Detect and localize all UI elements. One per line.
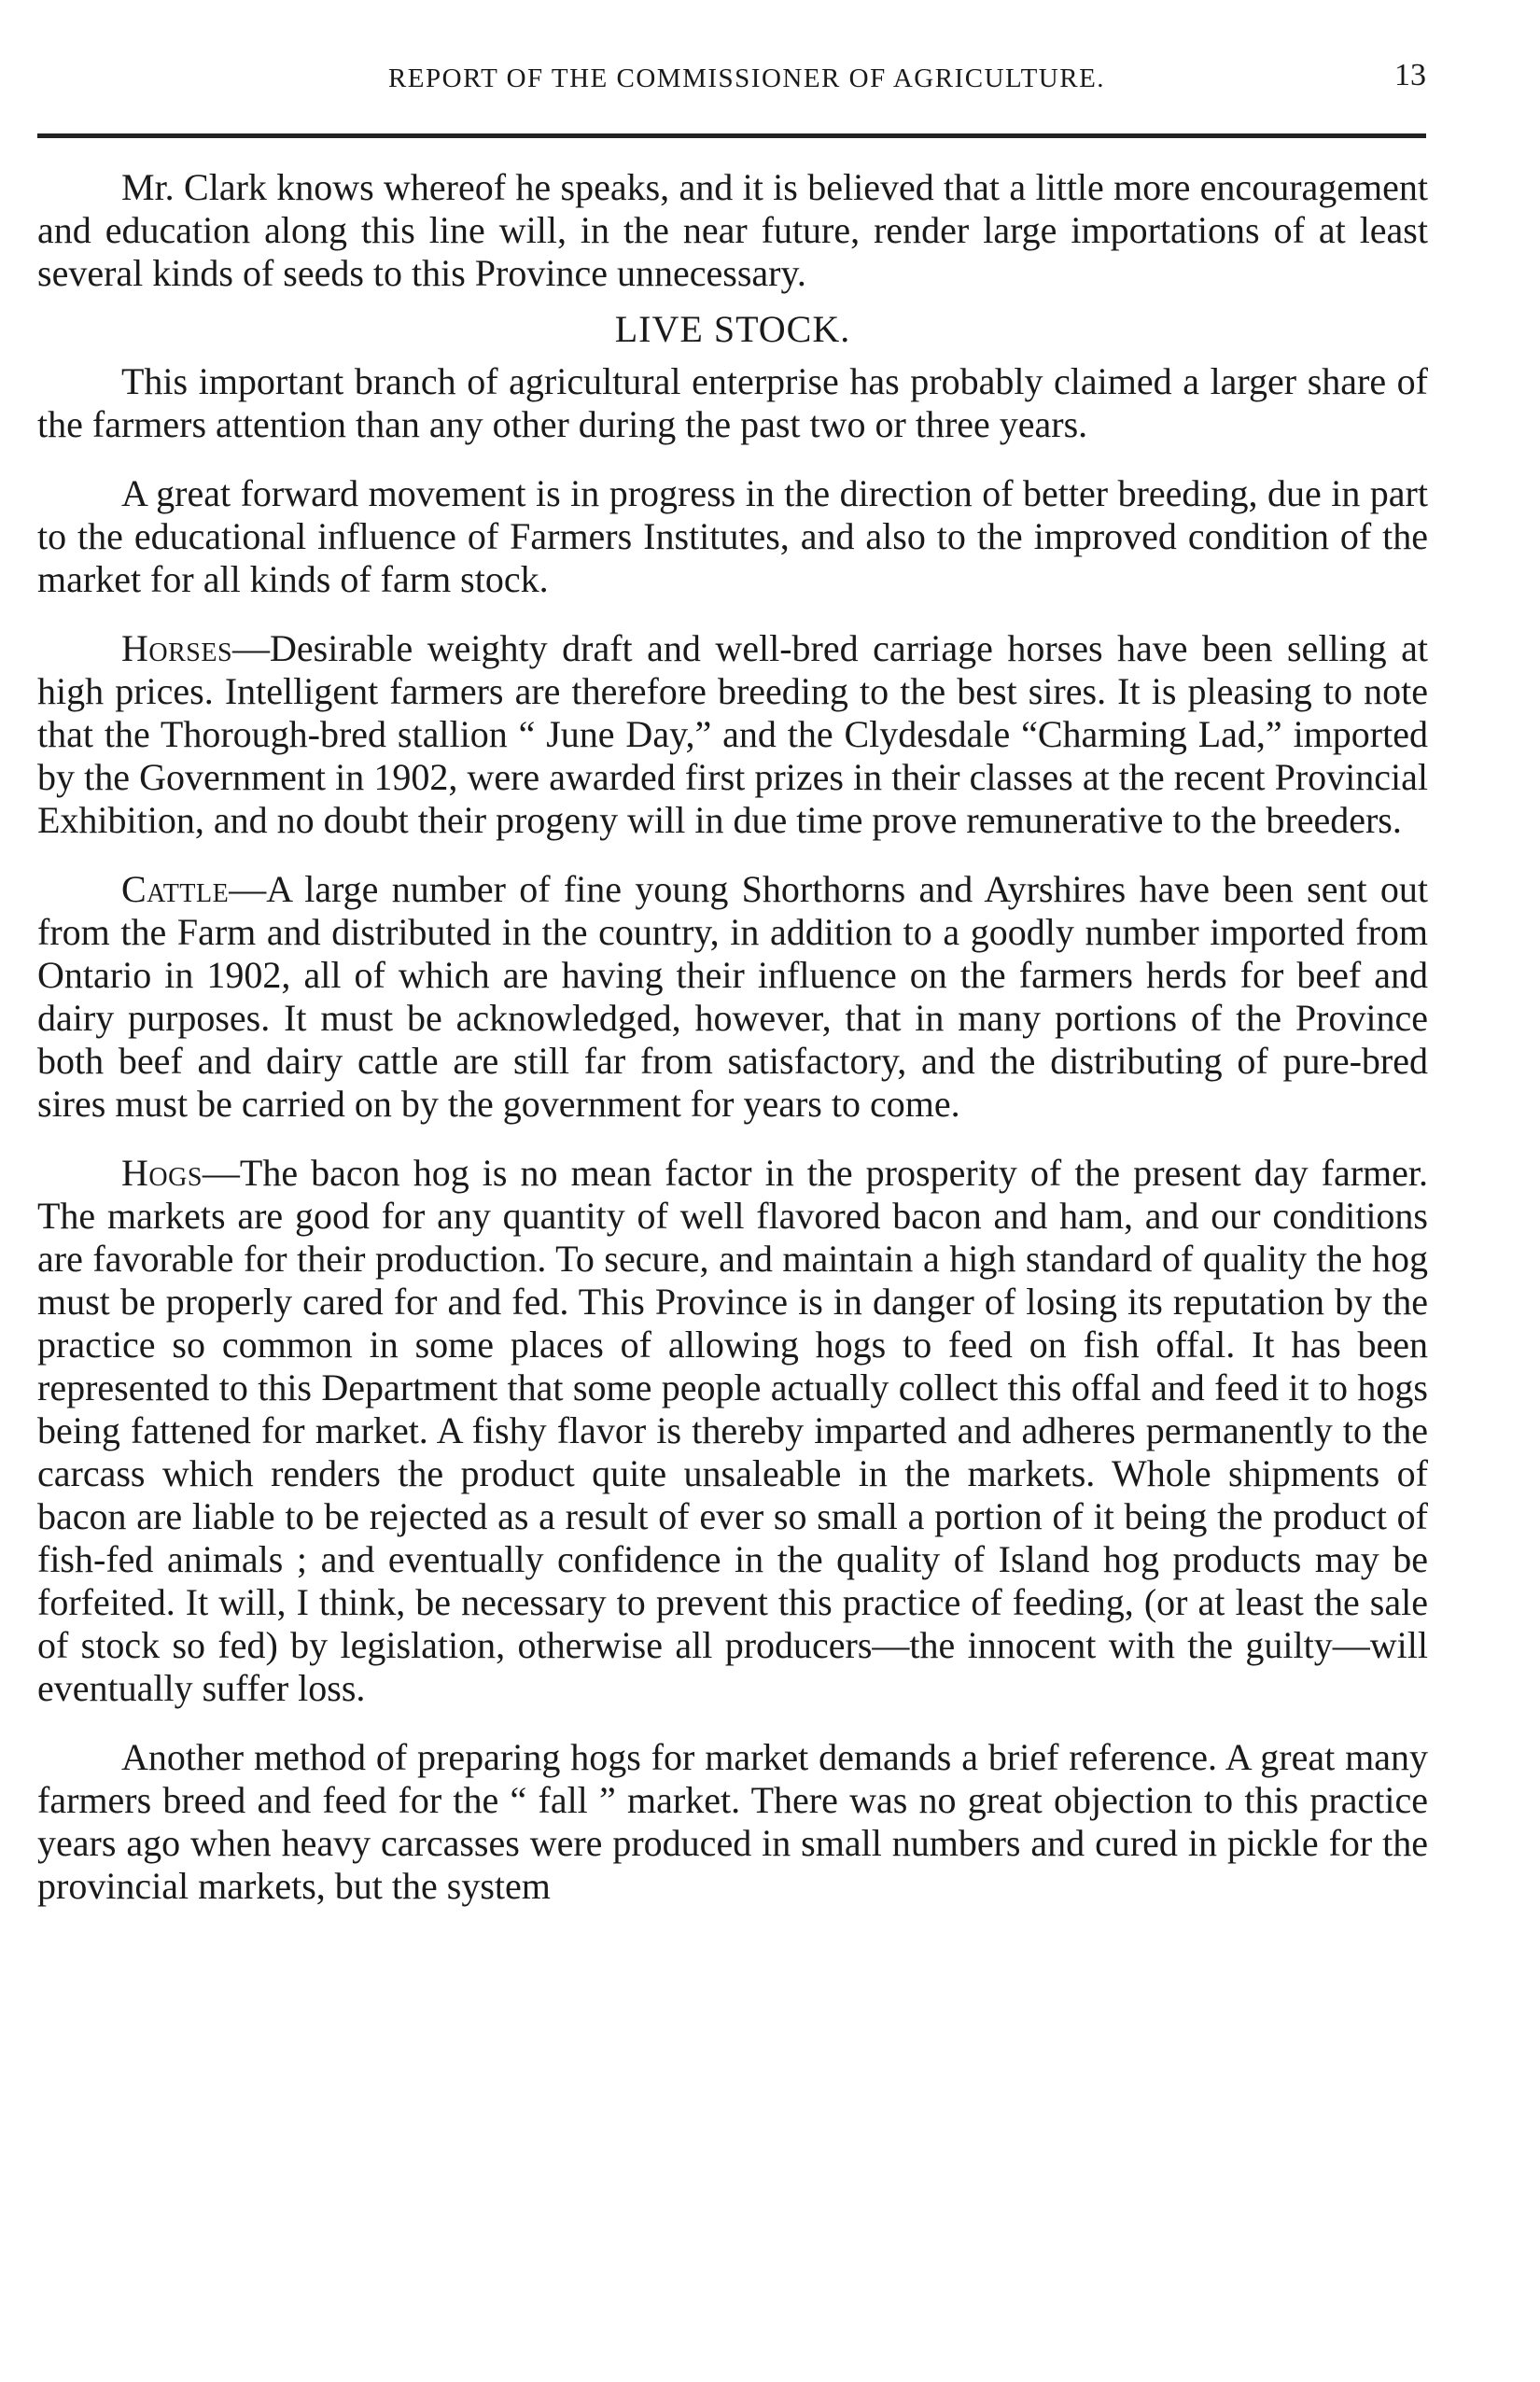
paragraph-hogs — [37, 1152, 1428, 1710]
hogs-text: —The bacon hog is no mean factor in the prosperity of the present day farmer. The markets are good for any quantity of well flavored bacon and ham, and our conditions are favorable for their production. To secure, and maintain a high standard of quality the hog must be properly cared for and fed. This Province is in danger of losing its reputation by the practice so common in some places of allowing hogs to feed on fish offal. It has been represented to this Department that some people actually collect this offal and feed it to hogs being fattened for market. A fishy flavor is thereby imparted and adheres permanently to the carcass which renders the product quite unsaleable in the markets. Whole shipments of bacon are liable to be rejected as a result of ever so small a portion of it being the product of fish-fed animals ; and eventually confidence in the quality of Island hog products may be forfeited. It will, I think, be necessary to prevent this practice of feeding, (or at least the sale of stock so fed) by legislation, otherwise all producers—the innocent with the guilty—will eventually suffer loss. — [37, 1152, 1428, 1709]
paragraph-seeds: Mr. Clark knows whereof he speaks, and it is believed that a little more encouragement and education along this line will, in the near future, render large importations of at least several kinds of seeds to this Province unnecessary. — [37, 166, 1428, 294]
cattle-text: —A large number of fine young Shorthorns and Ayrshires have been sent out from the Farm and distributed in the country, in addition to a goodly number imported from Ontario in 1902, all of which are having their influence on the farmers herds for beef and dairy purposes. It must be acknowledged, however, that in many portions of the Province both beef and dairy cattle are still far from satisfactory, and the distributing of pure-bred sires must be carried on by the government for years to come. — [37, 868, 1428, 1125]
run-in-hogs: Hogs — [121, 1152, 203, 1194]
paragraph-fall-market: Another method of preparing hogs for market demands a brief reference. A great many farmers breed and feed for the “ fall ” market. There was no great objection to this practice years ago when heavy carcasses were produced in small numbers and cured in pickle for the provincial markets, but the system — [37, 1736, 1428, 1907]
run-in-horses: Horses — [121, 627, 233, 669]
page-number: 13 — [1394, 58, 1426, 92]
header-rule — [37, 133, 1426, 138]
paragraph-horses — [37, 627, 1428, 842]
body-text — [37, 166, 1428, 1934]
run-in-cattle: Cattle — [121, 868, 230, 910]
running-head: REPORT OF THE COMMISSIONER OF AGRICULTURE. — [387, 63, 1106, 93]
paragraph-breeding: A great forward movement is in progress in the direction of better breeding, due in part to the educational influence of Farmers Institutes, and also to the improved condition of the market for all kinds of farm stock. — [37, 472, 1428, 600]
paragraph-live-stock-intro: This important branch of agricultural enterprise has probably claimed a larger share of the farmers attention than any other during the past two or three years. — [37, 360, 1428, 445]
section-heading-live-stock: LIVE STOCK. — [614, 308, 851, 350]
paragraph-cattle — [37, 868, 1428, 1126]
horses-text: —Desirable weighty draft and well-bred carriage horses have been selling at high prices. Intelligent farmers are therefore breeding to the best sires. It is pleasing to note that the Thorough-bred stallion “ June Day,” and the Clydesdale “Charming Lad,” imported by the Government in 1902, were awarded first prizes in their classes at the recent Provincial Exhibition, and no doubt their progeny will in due time prove remunerative to the breeders. — [37, 627, 1428, 841]
